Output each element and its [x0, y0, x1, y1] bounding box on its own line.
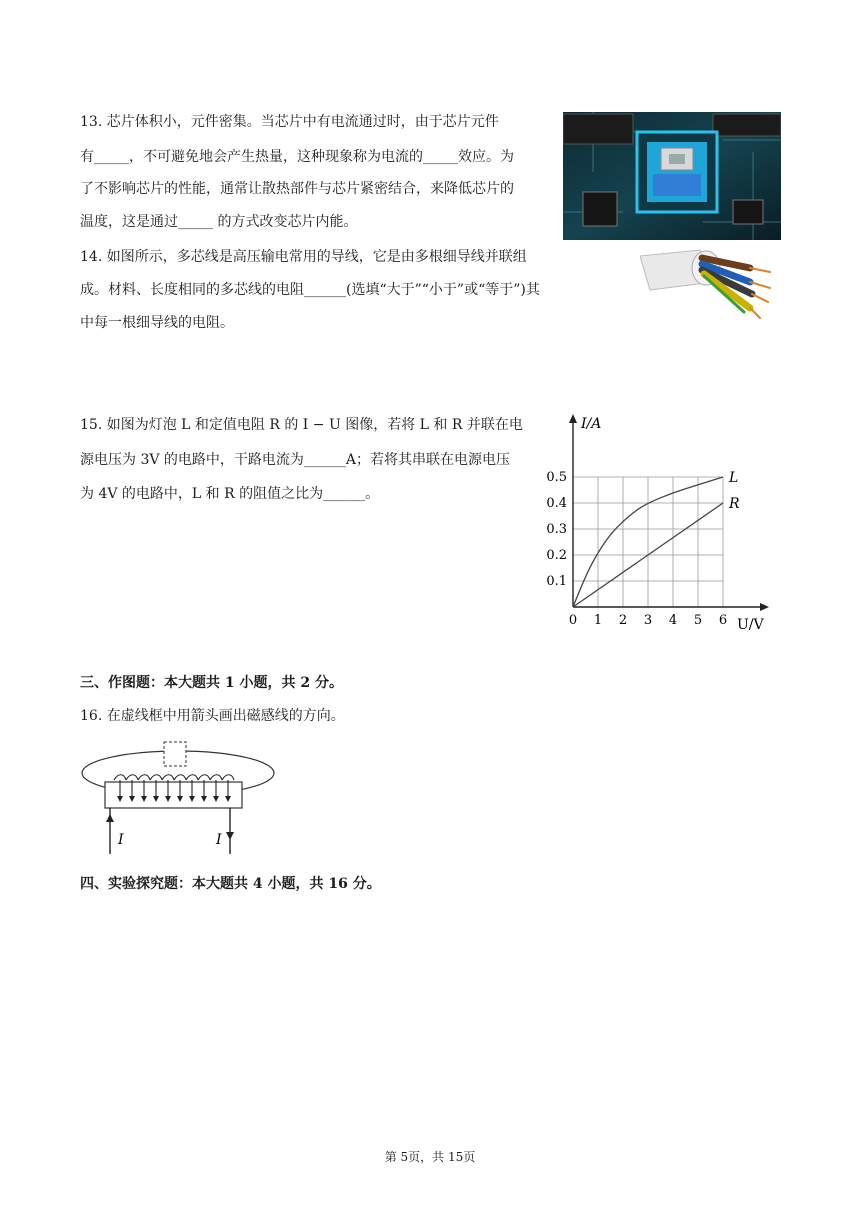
q14-line-1: 14. 如图所示，多芯线是高压输电常用的导线，它是由多根细导线并联组 [80, 249, 527, 265]
iu-chart-svg [540, 410, 790, 635]
q16-text: 16. 在虚线框中用箭头画出磁感线的方向。 [80, 708, 345, 724]
x-tick-label: 3 [643, 613, 653, 628]
current-label-left: I [118, 832, 124, 848]
chart-labels [546, 416, 764, 633]
y-tick-label: 0.5 [546, 470, 567, 485]
q15-line-3: 为 4V 的电路中，L 和 R 的阻值之比为______。 [80, 486, 380, 502]
q15-line-2: 源电压为 3V 的电路中，干路电流为______A；若将其串联在电源电压 [80, 452, 511, 468]
page-footer: 第 5页，共 15页 [384, 1150, 476, 1164]
q15-line-1: 15. 如图为灯泡 L 和定值电阻 R 的 I − U 图像，若将 L 和 R 并联在电 [80, 417, 523, 433]
x-tick-label: 1 [593, 613, 603, 628]
x-tick-label: 6 [718, 613, 728, 628]
x-axis-label: U/V [737, 617, 764, 633]
q13-line-3: 了不影响芯片的性能，通常让散热部件与芯片紧密结合，来降低芯片的 [80, 181, 514, 197]
y-tick-label: 0.3 [546, 522, 567, 537]
x-tick-label: 5 [693, 613, 703, 628]
q13-line-1: 13. 芯片体积小，元件密集。当芯片中有电流通过时，由于芯片元件 [80, 114, 499, 130]
chart-axes [569, 414, 769, 611]
answer-box [164, 742, 186, 766]
q14-line-2: 成。材料、长度相同的多芯线的电阻______(选填“大于”“小于”或“等于”)其 [80, 282, 540, 298]
section-3-heading: 三、作图题：本大题共 1 小题，共 2 分。 [80, 675, 343, 691]
cable-image [640, 248, 780, 322]
y-tick-label: 0.2 [546, 548, 567, 563]
y-tick-label: 0.4 [546, 496, 567, 511]
x-tick-label: 2 [618, 613, 628, 628]
chip-image [563, 112, 781, 240]
iu-chart [540, 410, 790, 635]
y-axis-arrow [569, 414, 577, 423]
solenoid-figure [78, 740, 278, 860]
y-axis-label: I/A [581, 416, 602, 432]
q13-line-2: 有_____，不可避免地会产生热量，这种现象称为电流的_____效应。为 [80, 149, 514, 165]
chart-grid [573, 477, 723, 607]
y-tick-label: 0.1 [546, 574, 567, 589]
series-label-L: L [729, 470, 739, 486]
x-tick-label: 0 [568, 613, 578, 628]
solenoid-body [105, 782, 242, 808]
q13-line-4: 温度，这是通过_____ 的方式改变芯片内能。 [80, 214, 358, 230]
section-4-heading: 四、实验探究题：本大题共 4 小题，共 16 分。 [80, 876, 381, 892]
x-axis-arrow [760, 603, 769, 611]
series-label-R: R [729, 496, 740, 512]
current-label-right: I [216, 832, 222, 848]
q14-line-3: 中每一根细导线的电阻。 [80, 315, 234, 331]
x-tick-label: 4 [668, 613, 678, 628]
